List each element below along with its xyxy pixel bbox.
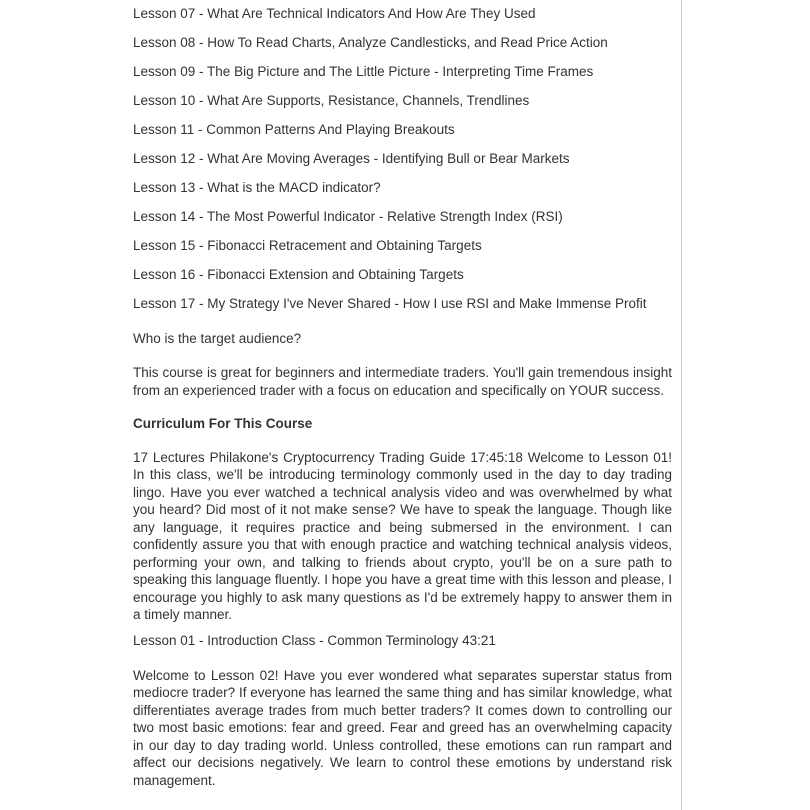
lesson-item-08: Lesson 08 - How To Read Charts, Analyze Candlesticks, and Read Price Action	[133, 35, 608, 50]
lesson-item-12: Lesson 12 - What Are Moving Averages - Identifying Bull or Bear Markets	[133, 151, 570, 166]
content-right-divider	[681, 0, 682, 810]
lesson-item-16: Lesson 16 - Fibonacci Extension and Obtaining Targets	[133, 267, 464, 282]
lecture-01-line: Lesson 01 - Introduction Class - Common Terminology 43:21	[133, 633, 496, 648]
lesson-item-09: Lesson 09 - The Big Picture and The Little Picture - Interpreting Time Frames	[133, 64, 594, 79]
curriculum-intro-paragraph: 17 Lectures Philakone's Cryptocurrency Trading Guide 17:45:18 Welcome to Lesson 01! In this class, we'll be introducing terminology commonly used in the day to day trading lingo. Have you ever watched a technical analysis video and was overwhelmed by what you heard? Did most of it not make sense? We have to speak the language. Though like any language, it requires practice and being submersed in the environment. I can confidently assure you that with enough practice and watching technical analysis videos, performing your own, and talking to friends about crypto, you'll be on a sure path to speaking this language fluently. I hope you have a great time with this lesson and please, I encourage you highly to ask many questions as I'd be extremely happy to answer them in a timely manner.	[133, 449, 672, 622]
lesson-item-17: Lesson 17 - My Strategy I've Never Shared - How I use RSI and Make Immense Profit	[133, 296, 647, 311]
lesson-02-description-paragraph: Welcome to Lesson 02! Have you ever wondered what separates superstar status from mediocre trader? If everyone has learned the same thing and has similar knowledge, what differentiates average trades from much better traders? It comes down to controlling our two most basic emotions: fear and greed. Fear and greed has an overwhelming capacity in our day to day trading world. Unless controlled, these emotions can run rampart and affect our decisions negatively. We learn to control these emotions by understand risk management.	[133, 667, 672, 788]
course-description-column	[133, 5, 672, 789]
lesson-item-11: Lesson 11 - Common Patterns And Playing Breakouts	[133, 122, 455, 137]
target-audience-description: This course is great for beginners and intermediate traders. You'll gain tremendous insight from an experienced trader with a focus on education and specifically on YOUR success.	[133, 365, 672, 398]
lesson-item-13: Lesson 13 - What is the MACD indicator?	[133, 180, 381, 195]
target-audience-question: Who is the target audience?	[133, 330, 302, 346]
curriculum-heading: Curriculum For This Course	[133, 416, 313, 431]
lesson-item-07: Lesson 07 - What Are Technical Indicators And How Are They Used	[133, 6, 536, 21]
lesson-item-15: Lesson 15 - Fibonacci Retracement and Obtaining Targets	[133, 238, 482, 253]
lesson-item-14: Lesson 14 - The Most Powerful Indicator - Relative Strength Index (RSI)	[133, 209, 563, 224]
lesson-item-10: Lesson 10 - What Are Supports, Resistance, Channels, Trendlines	[133, 93, 530, 108]
